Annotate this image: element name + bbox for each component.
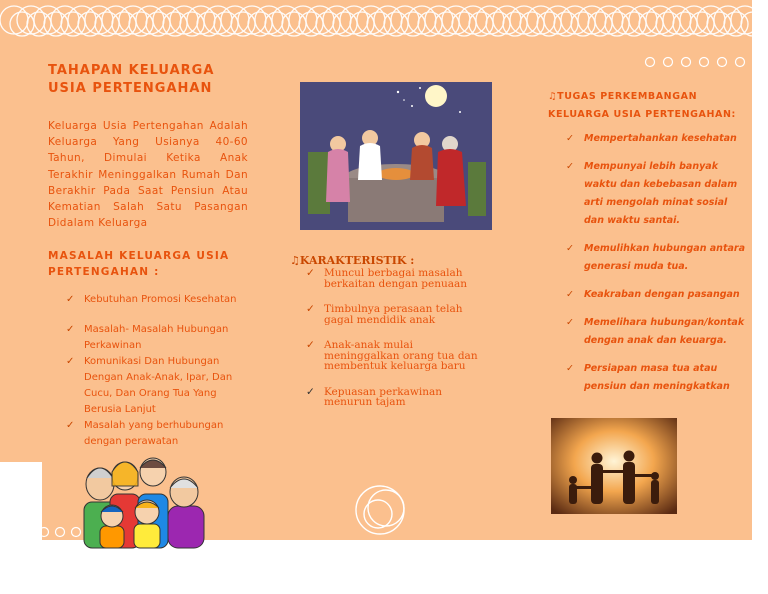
- family-silhouette-photo: [551, 418, 677, 514]
- list-item: ✓ Kebutuhan Promosi Kesehatan: [66, 292, 256, 308]
- list-item: ✓ Anak-anak mulai meninggalkan orang tua dan membentuk keluarga baru: [306, 339, 478, 372]
- column1-description: Keluarga Usia Pertengahan Adalah Keluarga Yang Usianya 40-60 Tahun, Dimulai Ketika Anak Terakhir Meninggalkan Rumah Dan Berakhir Pada Saat Pensiun Atau Kematian Salah Satu Pasangan Didalam Keluarga: [48, 120, 248, 230]
- page-notch: [0, 462, 42, 542]
- decorative-rings: [350, 480, 414, 538]
- column1-subtitle: MASALAH KELUARGA USIA PERTENGAHAN :: [48, 250, 230, 278]
- list-item: ✓ Memulihkan hubungan antara generasi muda tua.: [566, 240, 746, 276]
- check-icon: ✓: [66, 420, 75, 431]
- check-icon: ✓: [566, 317, 574, 328]
- list-item: ✓ Masalah yang berhubungan dengan perawatan: [66, 420, 224, 447]
- list-item: ✓ Masalah- Masalah Hubungan Perkawinan: [66, 324, 229, 351]
- characteristics-list: [306, 268, 486, 423]
- list-item: ✓ Keakraban dengan pasangan: [566, 286, 746, 304]
- family-dinner-illustration: [300, 82, 492, 230]
- list-item: ✓ Kepuasan perkawinan menurun tajam: [306, 385, 442, 408]
- list-item: ✓ Memelihara hubungan/kontak dengan anak dan keuarga.: [566, 314, 746, 350]
- decorative-circle-border: [0, 0, 752, 46]
- column1-title: TAHAPAN KELUARGA USIA PERTENGAHAN: [48, 63, 215, 96]
- characteristics-title: ♫KARAKTERISTIK :: [290, 254, 415, 267]
- check-icon: ✓: [566, 363, 574, 374]
- development-tasks-list: [566, 130, 746, 392]
- family-cartoon-illustration: [80, 450, 208, 550]
- check-icon: ✓: [66, 324, 75, 335]
- list-item: ✓ Mempertahankan kesehatan: [566, 130, 746, 148]
- check-icon: ✓: [66, 294, 75, 305]
- check-icon: ✓: [306, 339, 315, 351]
- check-icon: ✓: [566, 133, 574, 144]
- check-icon: ✓: [566, 289, 574, 300]
- check-icon: ✓: [306, 303, 315, 315]
- list-item: ✓ Muncul berbagai masalah berkaitan dengan penuaan: [306, 267, 468, 290]
- family-problems-list: [66, 292, 256, 450]
- list-item: ✓ Mempunyai lebih banyak waktu dan kebebasan dalam arti mengolah minat sosial dan waktu santai.: [566, 158, 746, 230]
- list-item: ✓ Komunikasi Dan Hubungan Dengan Anak-Anak, Ipar, Dan Cucu, Dan Orang Tua Yang Berusia Lanjut: [66, 356, 233, 415]
- check-icon: ✓: [306, 385, 315, 398]
- list-item: ✓ Persiapan masa tua atau pensiun dan meningkatkan: [566, 360, 746, 396]
- check-icon: ✓: [566, 161, 574, 172]
- list-item: ✓ Timbulnya perasaan telah gagal mendidik anak: [306, 303, 463, 326]
- check-icon: ✓: [306, 267, 315, 279]
- development-tasks-title: ♫TUGAS PERKEMBANGAN KELUARGA USIA PERTENGAHAN:: [548, 91, 736, 120]
- decorative-dots: [644, 56, 748, 70]
- check-icon: ✓: [566, 243, 574, 254]
- check-icon: ✓: [66, 356, 75, 367]
